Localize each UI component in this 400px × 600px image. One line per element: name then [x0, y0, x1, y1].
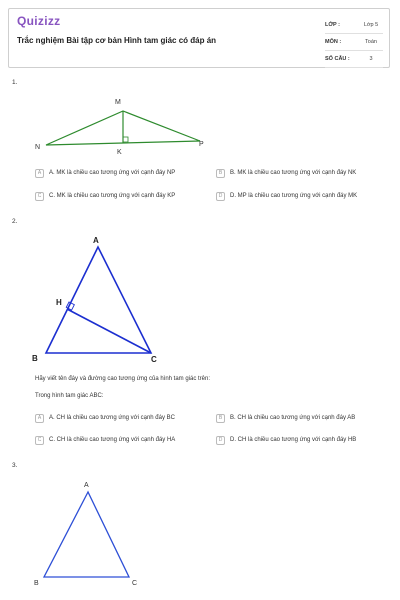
- meta-row-count: [325, 51, 383, 68]
- meta-value: 3: [369, 56, 373, 62]
- label-A: A: [84, 482, 89, 489]
- option-letter: B: [216, 414, 225, 423]
- meta-row-subject: [325, 34, 383, 51]
- answer-option-d[interactable]: [216, 190, 357, 202]
- option-text: D. MP là chiều cao tương ứng với cạnh đáy MK: [230, 193, 358, 199]
- label-B: B: [34, 580, 39, 587]
- option-letter: B: [216, 169, 225, 178]
- worksheet-title: Trắc nghiệm Bài tập cơ bản Hình tam giác có đáp án: [17, 36, 217, 45]
- meta-label: LỚP :: [325, 22, 340, 28]
- q2-triangle-figure: [0, 230, 400, 370]
- answer-option-a[interactable]: [35, 167, 175, 179]
- option-letter: A: [35, 169, 44, 178]
- option-letter: A: [35, 414, 44, 423]
- q2-altitude-ch: [67, 309, 151, 353]
- question-number: 3.: [12, 462, 18, 469]
- option-letter: D: [216, 436, 225, 445]
- label-A: A: [93, 236, 99, 245]
- label-N: N: [35, 144, 41, 151]
- option-text: C. MK là chiều cao tương ứng với cạnh đáy KP: [49, 193, 176, 199]
- option-text: A. CH là chiều cao tương ứng với cạnh đáy BC: [49, 415, 175, 421]
- option-text: B. CH là chiều cao tương ứng với cạnh đáy AB: [230, 415, 356, 421]
- option-text: C. CH là chiều cao tương ứng với cạnh đáy HA: [49, 437, 176, 443]
- meta-row-grade: [325, 17, 383, 34]
- answer-option-c[interactable]: [35, 434, 175, 446]
- answer-option-a[interactable]: [35, 412, 175, 424]
- answer-option-b[interactable]: [216, 412, 355, 424]
- question-number: 2.: [12, 218, 18, 225]
- question-subprompt: Trong hình tam giác ABC:: [35, 393, 104, 399]
- option-text: A. MK là chiều cao tương ứng với cạnh đáy NP: [49, 170, 176, 176]
- q1-right-angle-mark: [123, 137, 128, 142]
- q1-triangle-figure: [0, 92, 400, 162]
- label-K: K: [117, 149, 122, 156]
- question-number: 1.: [12, 79, 18, 86]
- answer-option-b[interactable]: [216, 167, 356, 179]
- option-letter: C: [35, 192, 44, 201]
- option-text: B. MK là chiều cao tương ứng với cạnh đáy NK: [230, 170, 357, 176]
- q3-triangle-figure: [0, 477, 400, 595]
- question-prompt: Hãy viết tên đáy và đường cao tương ứng của hình tam giác trên:: [35, 376, 211, 382]
- meta-label: MÔN :: [325, 39, 342, 45]
- option-text: D. CH là chiều cao tương ứng với cạnh đáy HB: [230, 437, 357, 443]
- quizizz-logo: Quizizz: [17, 14, 61, 28]
- option-letter: C: [35, 436, 44, 445]
- worksheet-meta: [325, 17, 383, 68]
- label-C: C: [151, 355, 157, 364]
- answer-option-d[interactable]: [216, 434, 356, 446]
- label-H: H: [56, 298, 62, 307]
- label-B: B: [32, 354, 38, 363]
- meta-value: Toán: [365, 39, 377, 45]
- meta-label: SỐ CÂU :: [325, 56, 350, 62]
- label-P: P: [199, 141, 204, 148]
- option-letter: D: [216, 192, 225, 201]
- worksheet-header: [8, 8, 390, 68]
- label-C: C: [132, 580, 138, 587]
- q3-triangle: [44, 492, 129, 577]
- label-M: M: [115, 99, 121, 106]
- answer-option-c[interactable]: [35, 190, 175, 202]
- meta-value: Lớp 5: [363, 22, 379, 28]
